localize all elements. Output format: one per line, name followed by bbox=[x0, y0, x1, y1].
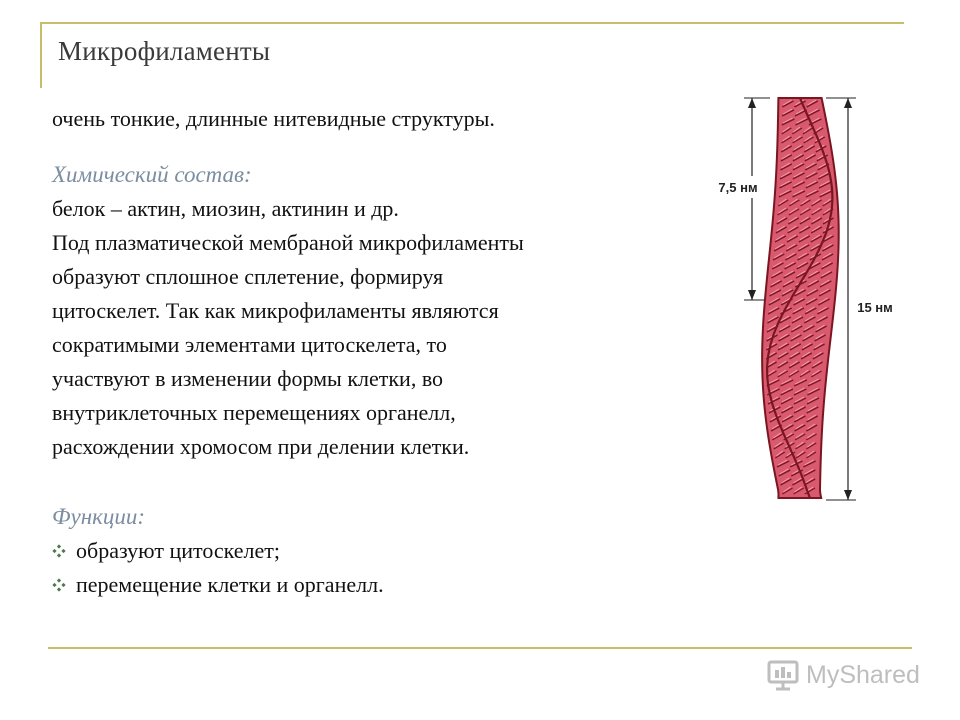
dimension-short bbox=[704, 98, 770, 300]
composition-line: расхождении хромосом при делении клетки. bbox=[52, 434, 470, 459]
actin-filament bbox=[762, 98, 839, 498]
composition-line: белок – актин, миозин, актинин и др. bbox=[52, 196, 399, 221]
composition-line: цитоскелет. Так как микрофиламенты являются bbox=[52, 298, 499, 323]
watermark-text: MyShared bbox=[806, 660, 920, 689]
frame-top-line bbox=[40, 22, 904, 24]
composition-line: сократимыми элементами цитоскелета, то bbox=[52, 332, 447, 357]
dimension-long bbox=[826, 98, 898, 500]
microfilament-figure bbox=[700, 90, 900, 510]
function-item-text: перемещение клетки и органелл. bbox=[76, 572, 384, 597]
slide-title: Микрофиламенты bbox=[58, 36, 271, 66]
frame-left-line bbox=[40, 22, 42, 88]
slide-body bbox=[52, 102, 692, 602]
diamond-bullet-icon bbox=[52, 544, 66, 558]
label-long: 15 нм bbox=[857, 300, 893, 315]
function-item bbox=[52, 534, 692, 568]
presentation-board-icon bbox=[766, 658, 800, 692]
functions-heading: Функции: bbox=[52, 504, 146, 529]
intro-text: очень тонкие, длинные нитевидные структуры. bbox=[52, 106, 495, 131]
function-item-text: образуют цитоскелет; bbox=[76, 538, 281, 563]
function-item bbox=[52, 568, 692, 602]
frame-bottom-line bbox=[48, 647, 912, 649]
diamond-bullet-icon bbox=[52, 578, 66, 592]
composition-line: внутриклеточных перемещениях органелл, bbox=[52, 400, 456, 425]
label-short: 7,5 нм bbox=[718, 180, 758, 195]
composition-line: образуют сплошное сплетение, формируя bbox=[52, 264, 444, 289]
composition-heading: Химический состав: bbox=[52, 162, 252, 187]
composition-line: Под плазматической мембраной микрофиламенты bbox=[52, 230, 524, 255]
watermark bbox=[766, 652, 920, 698]
composition-line: участвуют в изменении формы клетки, во bbox=[52, 366, 444, 391]
